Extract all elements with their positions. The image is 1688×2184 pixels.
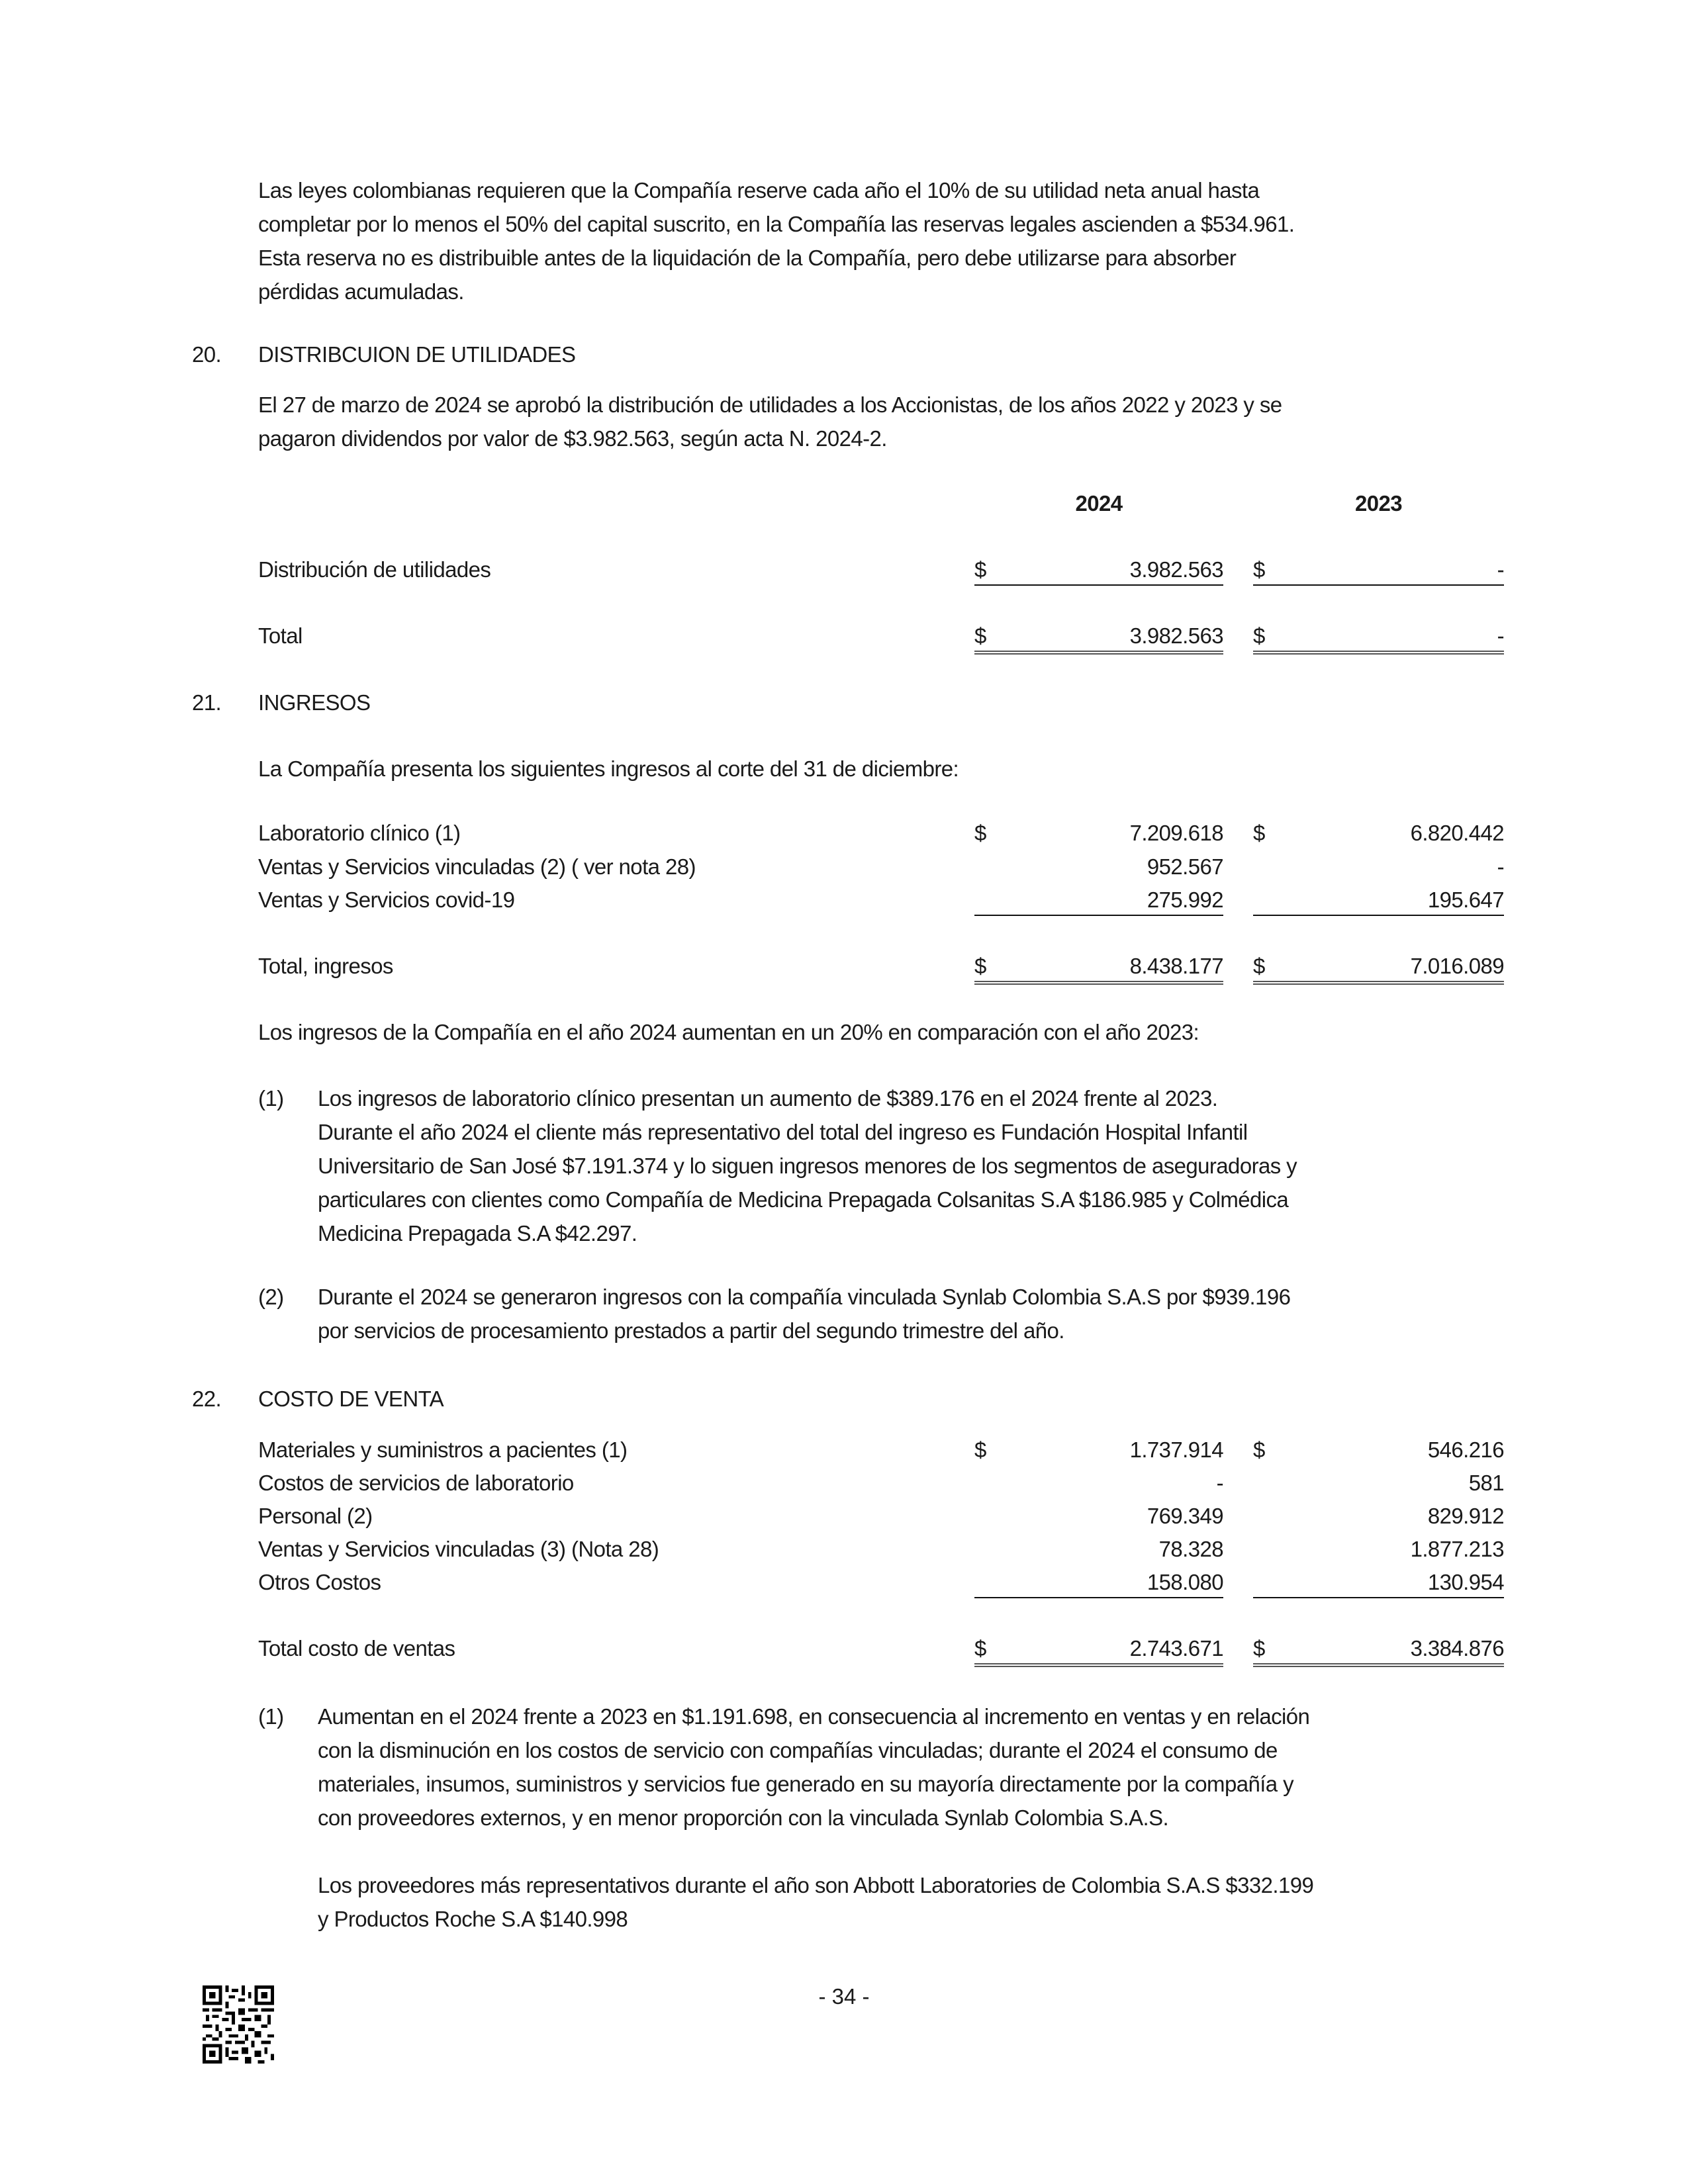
paragraph-line: El 27 de marzo de 2024 se aprobó la distribución de utilidades a los Accionistas, de los años 2022 y 2023 y se [258,392,1282,417]
currency-symbol: $ [1253,557,1265,582]
table-row [258,1466,1504,1500]
column-header-2023: 2023 [1354,491,1402,516]
paragraph-line: Los ingresos de laboratorio clínico presentan un aumento de $389.176 en el 2024 frente al 2023. [318,1086,1218,1111]
amount: 3.982.563 [1129,557,1223,582]
table-row [258,883,1504,917]
value-2024 [974,1532,1223,1564]
value-2024 [974,1466,1223,1498]
value-2024 [974,1433,1223,1465]
paragraph-line: Universitario de San José $7.191.374 y lo siguen ingresos menores de los segmentos de aseguradoras y [318,1154,1297,1178]
table-row [258,1565,1504,1599]
amount: - [1497,557,1504,582]
year-header-row [258,486,1504,520]
row-label: Distribución de utilidades [258,557,491,582]
section-title: DISTRIBCUION DE UTILIDADES [258,342,576,367]
value-2024 [974,1631,1223,1667]
table-row [258,1433,1504,1467]
amount: 130.954 [1427,1570,1504,1594]
table-row [258,816,1504,850]
paragraph-line: Las leyes colombianas requieren que la Compañía reserve cada año el 10% de su utilidad neta anual hasta [258,178,1260,203]
amount: 581 [1468,1471,1504,1495]
section-number: 22. [192,1387,222,1411]
amount: - [1216,1471,1223,1495]
row-label: Personal (2) [258,1504,373,1528]
amount: - [1497,623,1504,648]
amount: 6.820.442 [1410,821,1504,845]
paragraph-line: Durante el 2024 se generaron ingresos con la compañía vinculada Synlab Colombia S.A.S por $939.196 [318,1285,1291,1309]
currency-symbol: $ [974,1437,986,1462]
section-20-paragraph [258,388,1503,455]
amount: 546.216 [1427,1437,1504,1462]
value-2023 [1253,883,1504,916]
currency-symbol: $ [974,1636,986,1661]
paragraph-line: con la disminución en los costos de servicio con compañías vinculadas; durante el 2024 el consumo de [318,1738,1278,1762]
value-2024 [974,949,1223,985]
value-2024 [974,883,1223,916]
value-2024 [974,816,1223,848]
row-label: Total costo de ventas [258,1636,455,1661]
value-2024 [974,850,1223,882]
row-label: Total, ingresos [258,954,393,978]
section-title: INGRESOS [258,690,371,715]
row-label: Ventas y Servicios covid-19 [258,887,515,912]
amount: 7.016.089 [1410,954,1504,978]
amount: 8.438.177 [1129,954,1223,978]
amount: 78.328 [1158,1537,1223,1561]
paragraph-line: y Productos Roche S.A $140.998 [318,1907,628,1931]
amount: - [1497,854,1504,879]
value-2023 [1253,1499,1504,1531]
currency-symbol: $ [1253,623,1265,648]
amount: 158.080 [1147,1570,1223,1594]
table-total-row [258,619,1504,653]
value-2023 [1253,850,1504,882]
value-2023 [1253,1532,1504,1564]
spacer [318,1835,1503,1868]
amount: 3.982.563 [1129,623,1223,648]
amount: 7.209.618 [1129,821,1223,845]
paragraph-line: Aumentan en el 2024 frente a 2023 en $1.191.698, en consecuencia al incremento en ventas y en relación [318,1704,1310,1729]
paragraph-line: Esta reserva no es distribuible antes de la liquidación de la Compañía, pero debe utilizarse para absorber [258,246,1237,270]
table-row [258,1499,1504,1533]
value-2023 [1253,816,1504,848]
value-2024 [974,1565,1223,1598]
row-label: Otros Costos [258,1570,381,1594]
value-2023 [1253,1631,1504,1667]
amount: 1.877.213 [1410,1537,1504,1561]
table-row [258,553,1504,586]
amount: 3.384.876 [1410,1636,1504,1661]
section-number: 20. [192,342,222,367]
amount: 829.912 [1427,1504,1504,1528]
paragraph-line: por servicios de procesamiento prestados a partir del segundo trimestre del año. [318,1318,1064,1343]
table-row [258,850,1504,884]
footnote-marker: (1) [258,1086,284,1111]
paragraph-line: materiales, insumos, suministros y servicios fue generado en su mayoría directamente por la compañía y [318,1772,1293,1796]
currency-symbol: $ [1253,1636,1265,1661]
amount: 275.992 [1147,887,1223,912]
footnote-2 [258,1280,1503,1347]
page-number: - 34 - [818,1984,870,2009]
paragraph-line: pagaron dividendos por valor de $3.982.563, según acta N. 2024-2. [258,426,887,451]
amount: 952.567 [1147,854,1223,879]
paragraph-line: con proveedores externos, y en menor proporción con la vinculada Synlab Colombia S.A.S. [318,1805,1169,1830]
column-header-2024: 2024 [1075,491,1123,516]
row-label: Laboratorio clínico (1) [258,821,461,845]
value-2024 [974,619,1223,655]
currency-symbol: $ [1253,1437,1265,1462]
table-total-row [258,949,1504,983]
currency-symbol: $ [974,623,986,648]
section-number: 21. [192,690,222,715]
paragraph-line: particulares con clientes como Compañía de Medicina Prepagada Colsanitas S.A $186.985 y Colmédica [318,1187,1289,1212]
paragraph-line: Durante el año 2024 el cliente más representativo del total del ingreso es Fundación Hospital Infantil [318,1120,1248,1144]
value-2023 [1253,1466,1504,1498]
currency-symbol: $ [974,557,986,582]
value-2023 [1253,619,1504,655]
row-label: Ventas y Servicios vinculadas (3) (Nota 28) [258,1537,659,1561]
section-title: COSTO DE VENTA [258,1387,444,1411]
row-label: Materiales y suministros a pacientes (1) [258,1437,628,1462]
table-total-row [258,1631,1504,1665]
value-2024 [974,553,1223,586]
row-label: Total [258,623,303,648]
amount: 195.647 [1427,887,1504,912]
value-2024 [974,1499,1223,1531]
row-label: Ventas y Servicios vinculadas (2) ( ver nota 28) [258,854,696,879]
row-label: Costos de servicios de laboratorio [258,1471,574,1495]
value-2023 [1253,1565,1504,1598]
section-21-intro: La Compañía presenta los siguientes ingresos al corte del 31 de diciembre: [258,756,959,781]
footnote-1 [258,1700,1503,1936]
currency-symbol: $ [1253,954,1265,978]
footnote-1 [258,1081,1503,1250]
currency-symbol: $ [1253,821,1265,845]
currency-symbol: $ [974,954,986,978]
section-21-heading [192,686,370,719]
section-22-heading [192,1382,444,1416]
section-21-summary: Los ingresos de la Compañía en el año 2024 aumentan en un 20% en comparación con el año 2023: [258,1020,1199,1044]
paragraph-line: pérdidas acumuladas. [258,279,464,304]
paragraph-line: completar por lo menos el 50% del capital suscrito, en la Compañía las reservas legales ascienden a $534.961. [258,212,1295,236]
section-20-heading [192,338,575,371]
paragraph-line: Medicina Prepagada S.A $42.297. [318,1221,637,1246]
amount: 2.743.671 [1129,1636,1223,1661]
value-2023 [1253,949,1504,985]
value-2023 [1253,553,1504,586]
amount: 769.349 [1147,1504,1223,1528]
legal-reserve-paragraph [258,173,1503,308]
value-2023 [1253,1433,1504,1465]
currency-symbol: $ [974,821,986,845]
footnote-marker: (2) [258,1285,284,1309]
amount: 1.737.914 [1129,1437,1223,1462]
footnote-marker: (1) [258,1704,284,1729]
paragraph-line: Los proveedores más representativos durante el año son Abbott Laboratories de Colombia S.A.S $332.199 [318,1873,1314,1897]
table-row [258,1532,1504,1566]
